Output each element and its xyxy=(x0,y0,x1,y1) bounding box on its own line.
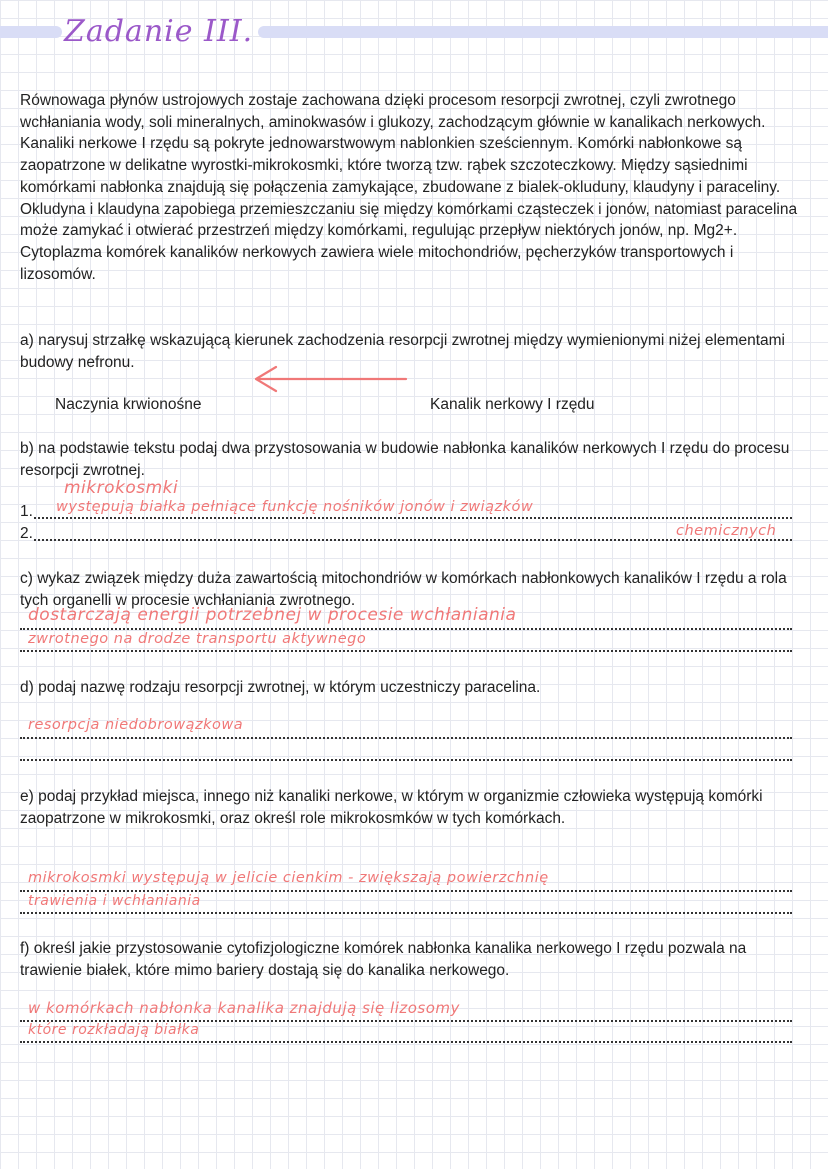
label-kidney-tubule: Kanalik nerkowy I rzędu xyxy=(430,396,595,413)
answer-b-line-2: chemicznych xyxy=(676,523,777,539)
question-f: f) określ jakie przystosowanie cytofizjologiczne komórek nabłonka kanalika nerkowego I rzędu pozwala na trawienie białek, które mimo bariery dostają się do kanalika nerkowego. xyxy=(20,940,747,979)
answer-line xyxy=(20,757,792,761)
page-title: Zadanie III. xyxy=(64,14,254,49)
answer-line xyxy=(20,648,792,652)
answer-line xyxy=(34,515,792,519)
answer-e-line-2: trawienia i wchłaniania xyxy=(28,893,201,909)
answer-line xyxy=(20,888,792,892)
answer-line xyxy=(20,735,792,739)
header-bar-right-decoration xyxy=(258,26,828,38)
question-d: d) podaj nazwę rodzaju resorpcji zwrotnej, w którym uczestniczy paracelina. xyxy=(20,679,541,696)
answer-b-note: mikrokosmki xyxy=(64,478,179,498)
label-blood-vessels: Naczynia krwionośne xyxy=(55,396,202,413)
answer-line xyxy=(20,1039,792,1043)
header-bar-left-decoration xyxy=(0,26,62,38)
answer-d-line-1: resorpcja niedobrowązkowa xyxy=(28,717,244,733)
answer-f-line-2: które rozkładają białka xyxy=(28,1022,200,1038)
answer-b-number-1: 1. xyxy=(20,503,33,520)
question-c: c) wykaz związek między duża zawartością mitochondriów w komórkach nabłonkowych kanalików I rzędu a rola tych organelli w procesie wchłaniania zwrotnego. xyxy=(20,570,787,609)
answer-f-line-1: w komórkach nabłonka kanalika znajdują się lizosomy xyxy=(28,999,460,1017)
header-bar xyxy=(0,10,828,50)
answer-b-number-2: 2. xyxy=(20,525,33,542)
answer-b-line-1: występują białka pełniące funkcję nośników jonów i związków xyxy=(56,499,534,515)
question-e: e) podaj przykład miejsca, innego niż kanaliki nerkowe, w którym w organizmie człowieka występują komórki zaopatrzone w mikrokosmki, oraz określ role mikrokosmków w tych komórkach. xyxy=(20,788,763,827)
question-b: b) na podstawie tekstu podaj dwa przystosowania w budowie nabłonka kanalików nerkowych I rzędu do procesu resorpcji zwrotnej. xyxy=(20,440,790,479)
left-arrow-icon xyxy=(250,364,410,394)
answer-line xyxy=(20,910,792,914)
intro-paragraph: Równowaga płynów ustrojowych zostaje zachowana dzięki procesom resorpcji zwrotnej, czyli zwrotnego wchłaniania wody, soli mineralnych, aminokwasów i glukozy, zachodzącym głównie w kanalikach nerkowych. Kanaliki nerkowe I rzędu są pokryte jednowarstwowym nablonkien sześciennym. Komórki nabłonkowe są zaopatrzone w delikatne wyrostki-mikrokosmki, które tworzą tzw. rąbek szczoteczkowy. Między sąsiednimi komórkami nabłonka znajdują się połączenia zamykające, zbudowane z bialek-okluduny, klaudyny i paraceliny. Okludyna i klaudyna zapobiega przemieszczaniu się między komórkami cząsteczek i jonów, natomiast paracelina może zamykać i otwierać przestrzeń między komórkami, regulując przepływ niektórych jonów, np. Mg2+. Cytoplazma komórek kanalików nerkowych zawiera wiele mitochondriów, pęcherzyków transportowych i lizosomów. xyxy=(20,92,798,283)
answer-c-line-2: zwrotnego na drodze transportu aktywnego xyxy=(28,631,367,647)
answer-c-line-1: dostarczają energii potrzebnej w procesie wchłaniania xyxy=(28,605,517,625)
answer-e-line-1: mikrokosmki występują w jelicie cienkim - zwiększają powierzchnię xyxy=(28,870,549,886)
answer-line xyxy=(20,626,792,630)
question-a: a) narysuj strzałkę wskazującą kierunek zachodzenia resorpcji zwrotnej między wymienionymi niżej elementami budowy nefronu. xyxy=(20,332,785,371)
